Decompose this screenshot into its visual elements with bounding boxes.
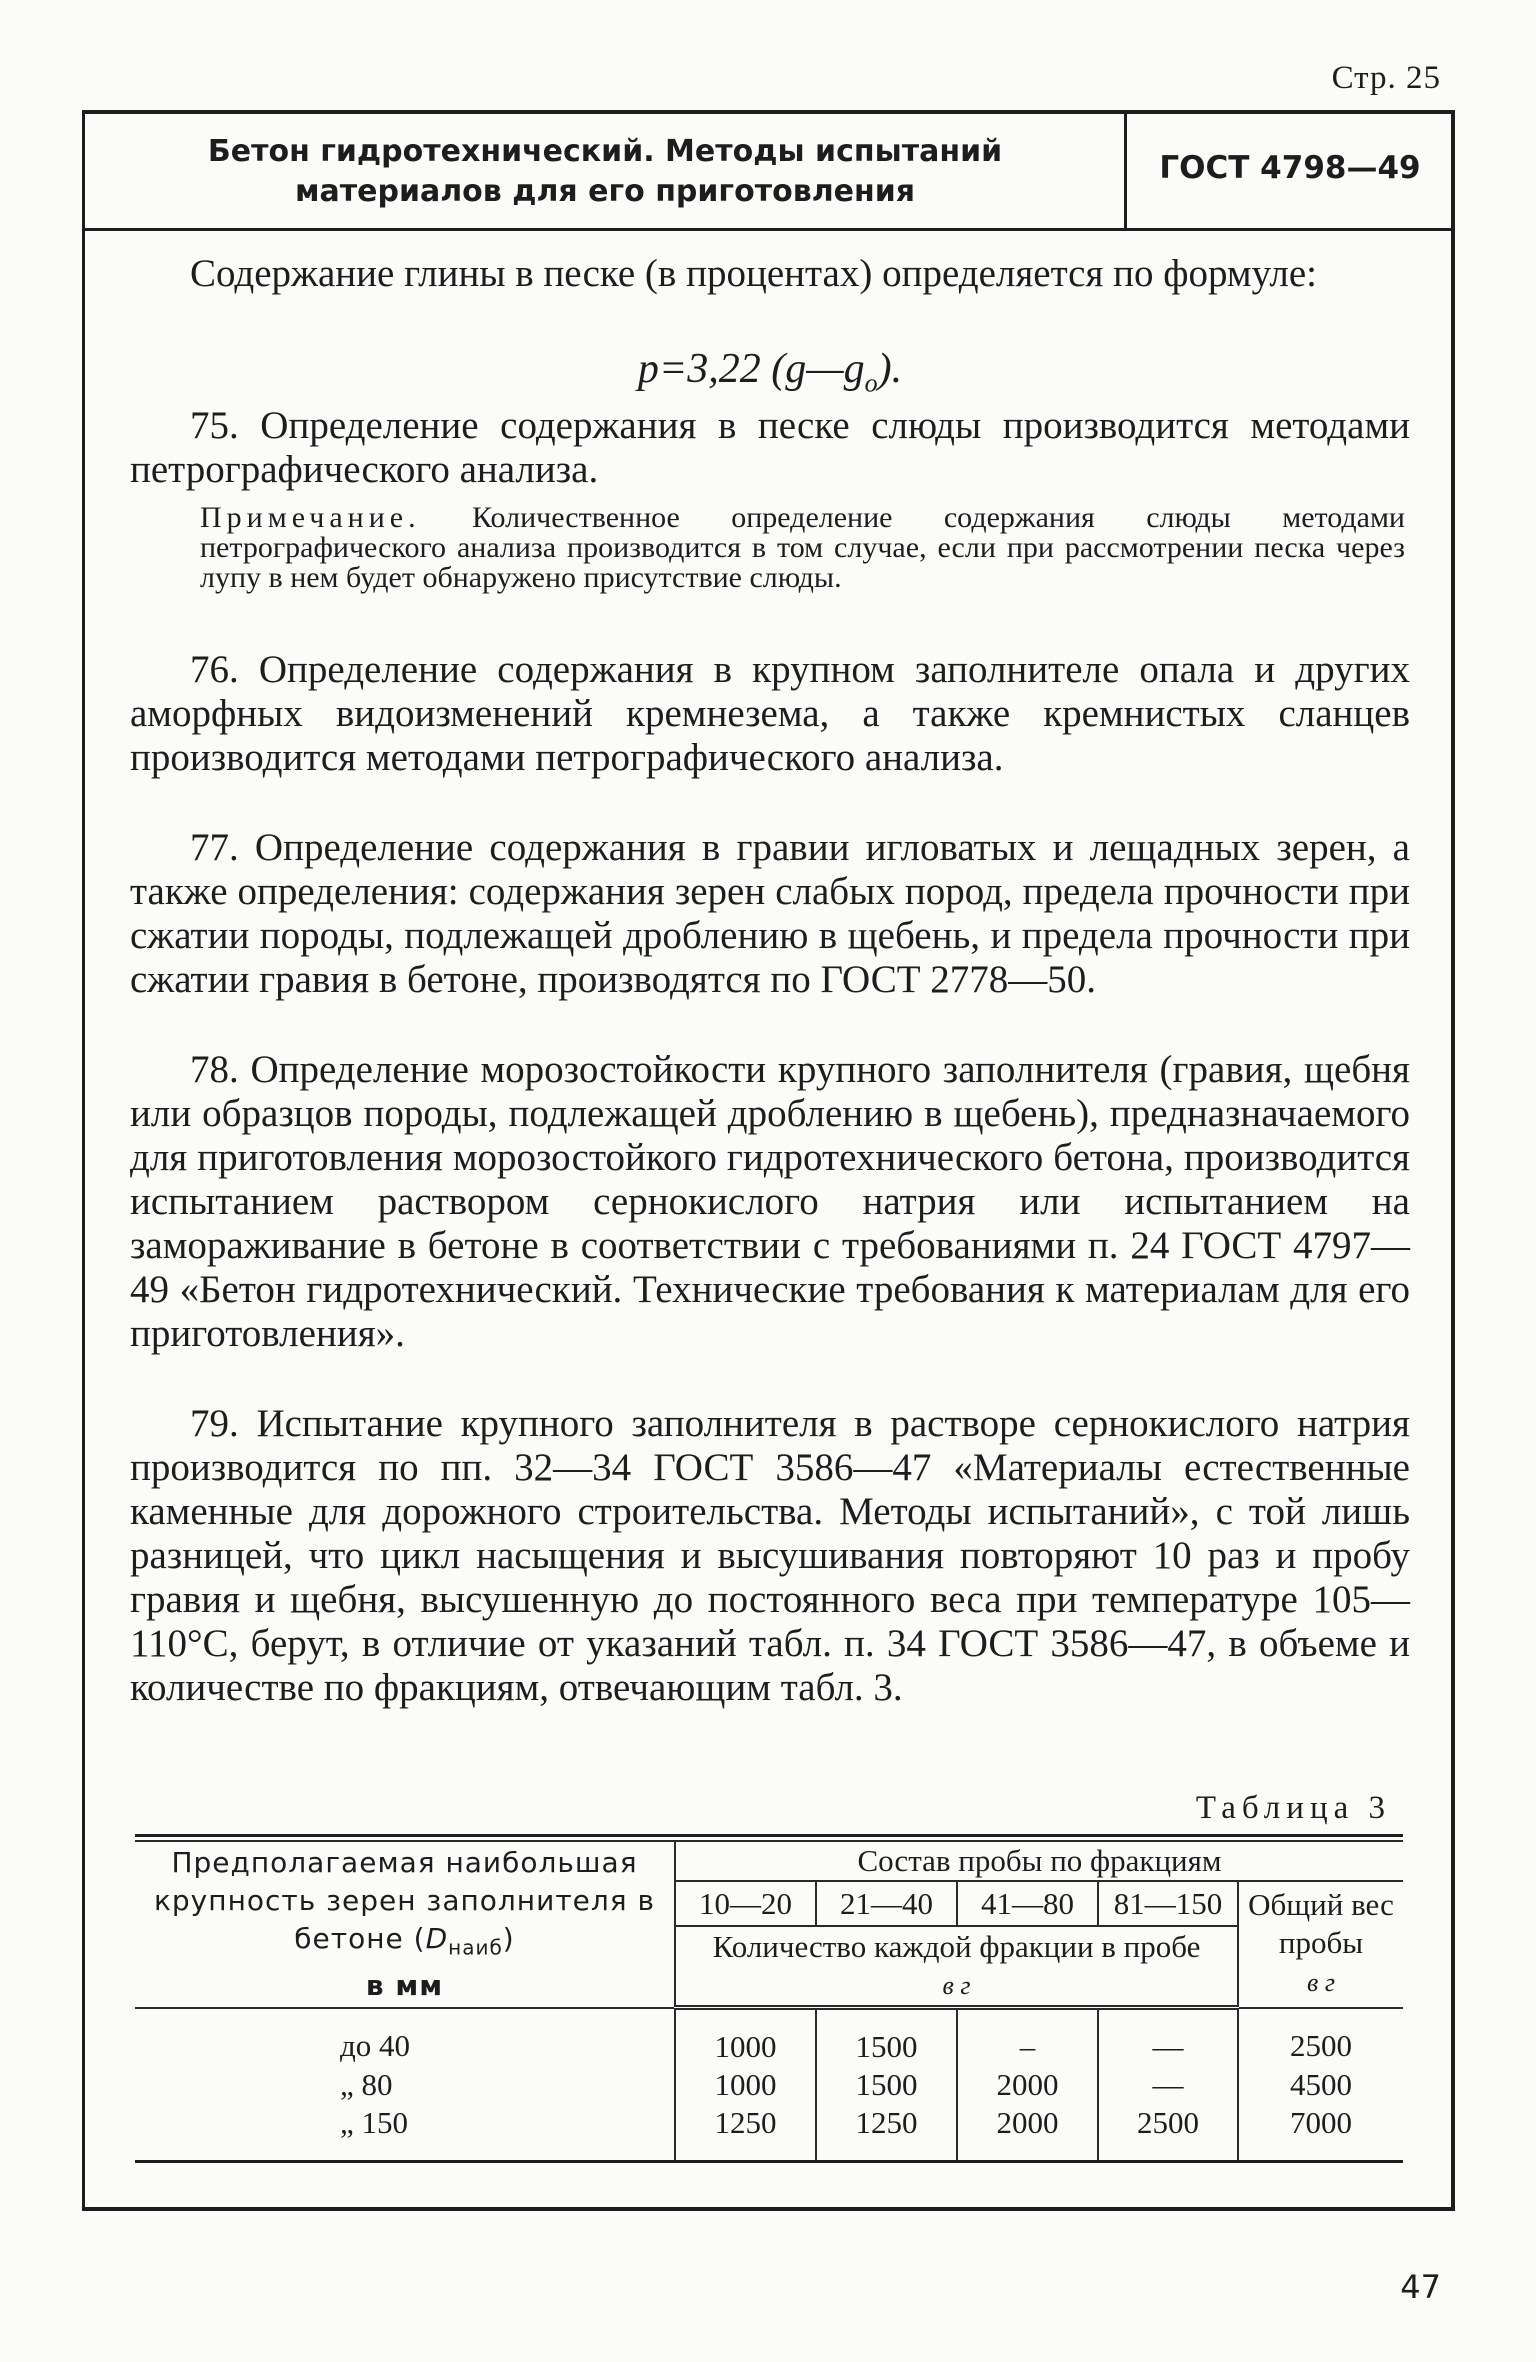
fraction-cell: —	[1098, 2066, 1238, 2104]
quantity-header: Количество каждой фракции в пробе	[675, 1926, 1238, 1966]
fraction-header: 81—150	[1098, 1881, 1238, 1926]
paragraph-78: 78. Определение морозостойкости крупного заполнителя (гравия, щебня или образцов породы, подлежащей дроблению в щебень), предназначаемого для приготовления морозостойкого гидротехнического бетона, производится испытанием раствором сернокислого натрия или испытанием на замораживание в бетоне в соответствии с требованиями п. 24 ГОСТ 4797—49 «Бетон гидротехнический. Технические требования к материалам для его приготовления».	[130, 1048, 1410, 1355]
page-number: 47	[1400, 2268, 1441, 2306]
frame-top-rule	[82, 110, 1454, 114]
standard-number: ГОСТ 4798—49	[1159, 150, 1421, 186]
size-header-unit: в мм	[365, 1968, 444, 2002]
fraction-header: 21—40	[816, 1881, 957, 1926]
total-header-text: Общий вес пробы	[1248, 1887, 1394, 1961]
paragraph-77: 77. Определение содержания в гравии игловатых и лещадных зерен, а также определения: содержания зерен слабых пород, предела прочности при сжатии породы, подлежащей дроблению в щебень, и предела прочности при сжатии гравия в бетоне, производятся по ГОСТ 2778—50.	[130, 826, 1410, 1001]
size-cell: „ 80	[135, 2066, 675, 2104]
size-cell: до 40	[135, 2008, 675, 2067]
table-top-rule	[135, 1834, 1403, 1837]
note-block	[200, 503, 1405, 593]
document-title-line-1: Бетон гидротехнический. Методы испытаний	[207, 134, 1003, 169]
fraction-cell: 2000	[957, 2066, 1098, 2104]
size-cell: „ 150	[135, 2104, 675, 2162]
frame-left-rule	[82, 110, 85, 2210]
document-title-line-2: материалов для его приготовления	[294, 174, 916, 209]
group-header: Состав пробы по фракциям	[675, 1841, 1403, 1881]
clay-formula	[130, 345, 1410, 398]
note-text: Количественное определение содержания слюды методами петрографического анализа производится в том случае, если при рассмотрении песка через лупу в нем будет обнаружено присутствие слюды.	[200, 501, 1405, 594]
paragraph-75: 75. Определение содержания в песке слюды производится методами петрографического анализа.	[130, 404, 1410, 491]
fraction-cell: 1250	[675, 2104, 816, 2162]
size-header-symbol: D	[425, 1922, 449, 1955]
fraction-cell: 2500	[1098, 2104, 1238, 2162]
total-cell: 7000	[1238, 2104, 1403, 2162]
document-title	[100, 132, 1110, 212]
size-header-end: )	[502, 1922, 515, 1955]
fraction-cell: 1000	[675, 2008, 816, 2067]
formula-end: ).	[877, 346, 903, 392]
fraction-cell: —	[1098, 2008, 1238, 2067]
total-header-unit: в г	[1307, 1968, 1335, 1998]
paragraph-79: 79. Испытание крупного заполнителя в растворе сернокислого натрия производится по пп. 32—34 ГОСТ 3586—47 «Материалы естественные каменные для дорожного строительства. Методы испытаний», с той лишь разницей, что цикл насыщения и высушивания повторяют 10 раз и пробу гравия и щебня, высушенную до постоянного веса при температуре 105—110°С, берут, в отличие от указаний табл. п. 34 ГОСТ 3586—47, в объеме и количестве по фракциям, отвечающим табл. 3.	[130, 1402, 1410, 1709]
fraction-cell: 1500	[816, 2008, 957, 2067]
size-header-text: Предполагаемая наибольшая крупность зерен заполнителя в бетоне (	[154, 1846, 655, 1955]
table-caption: Таблица 3	[1195, 1790, 1391, 1826]
fraction-header: 41—80	[957, 1881, 1098, 1926]
fraction-cell: 1250	[816, 2104, 957, 2162]
header-bottom-rule	[82, 228, 1454, 231]
fraction-cell: –	[957, 2008, 1098, 2067]
formula-subscript: o	[864, 368, 878, 398]
total-cell: 2500	[1238, 2008, 1403, 2067]
page-label: Стр. 25	[1331, 60, 1441, 96]
frame-right-rule	[1451, 110, 1455, 2210]
size-column-header	[135, 1841, 675, 2008]
fraction-cell: 2000	[957, 2104, 1098, 2162]
size-header-subscript: наиб	[448, 1935, 503, 1960]
header-divider	[1124, 112, 1127, 228]
fraction-table	[135, 1840, 1403, 2163]
formula-main: p=3,22 (g—g	[637, 346, 865, 392]
intro-paragraph: Содержание глины в песке (в процентах) определяется по формуле:	[190, 252, 1318, 295]
quantity-unit: в г	[675, 1966, 1238, 2007]
fraction-header: 10—20	[675, 1881, 816, 1926]
paragraph-76: 76. Определение содержания в крупном заполнителе опала и других аморфных видоизменений кремнезема, а также кремнистых сланцев производится методами петрографического анализа.	[130, 648, 1410, 779]
fraction-cell: 1500	[816, 2066, 957, 2104]
fraction-cell: 1000	[675, 2066, 816, 2104]
frame-bottom-rule	[82, 2207, 1455, 2211]
note-label: Примечание.	[200, 501, 421, 534]
total-header	[1238, 1881, 1403, 2008]
total-cell: 4500	[1238, 2066, 1403, 2104]
